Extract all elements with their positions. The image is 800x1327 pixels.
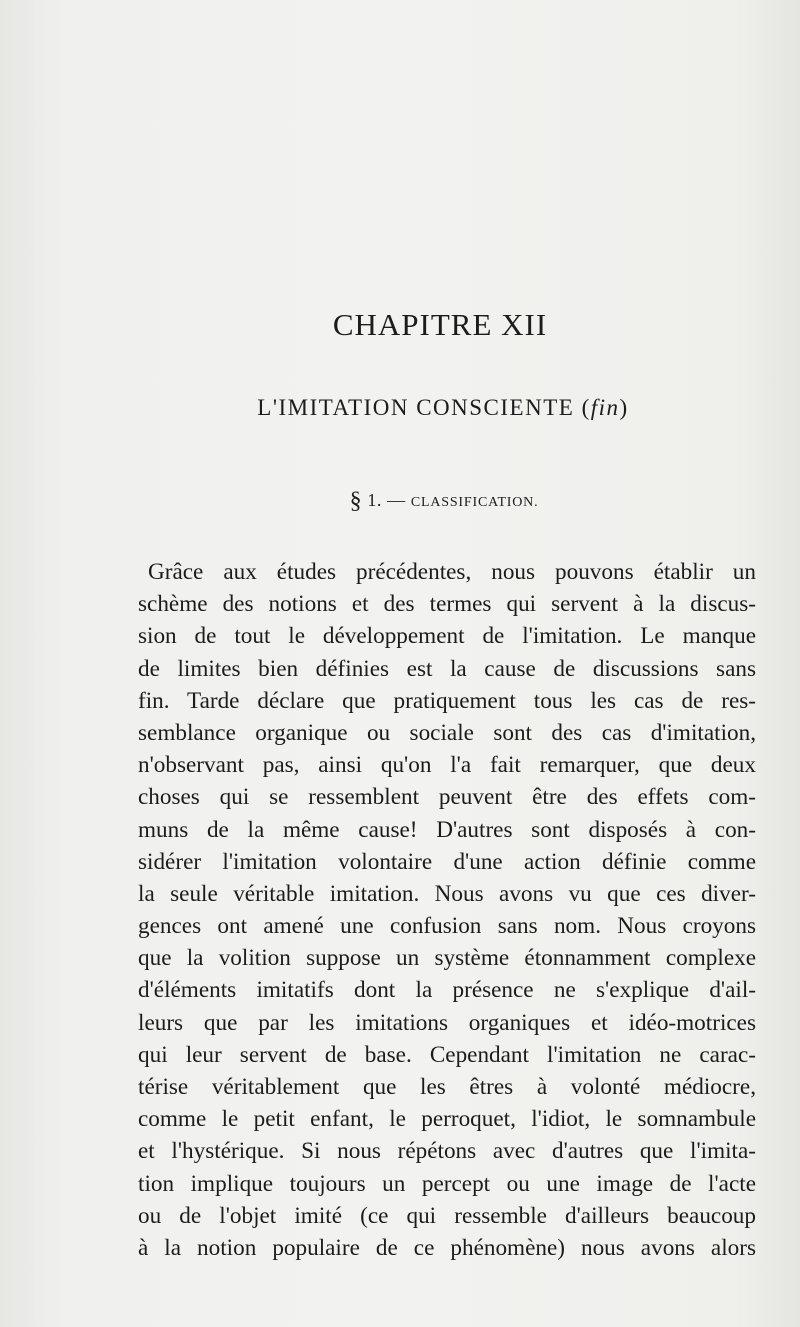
section-dash: — (387, 490, 406, 510)
chapter-subtitle-fin: fin (590, 395, 620, 420)
text-line: choses qui se ressemblent peuvent être des effets com- (138, 784, 756, 811)
text-line: leurs que par les imitations organiques et idéo-motrices (138, 1009, 756, 1036)
text-line: semblance organique ou sociale sont des cas d'imitation, (138, 719, 756, 746)
text-line: que la volition suppose un système étonnamment complexe (138, 945, 756, 972)
section-number: 1. (367, 490, 383, 510)
text-line: n'observant pas, ainsi qu'on l'a fait remarquer, que deux (138, 752, 756, 779)
chapter-subtitle-paren-close: ) (619, 395, 629, 420)
chapter-subtitle-paren-open: ( (581, 395, 591, 420)
text-line: sidérer l'imitation volontaire d'une action définie comme (138, 848, 756, 875)
chapter-subtitle (0, 395, 800, 421)
text-line: gences ont amené une confusion sans nom. Nous croyons (138, 913, 756, 940)
text-line: ou de l'objet imité (ce qui ressemble d'ailleurs beaucoup (138, 1202, 756, 1229)
body-paragraph (138, 556, 756, 1264)
text-line: d'éléments imitatifs dont la présence ne s'explique d'ail- (138, 977, 756, 1004)
chapter-title: CHAPITRE XII (332, 307, 548, 342)
chapter-subtitle-main: L'IMITATION CONSCIENTE (257, 395, 575, 420)
text-line: tion implique toujours un percept ou une image de l'acte (138, 1170, 756, 1197)
text-line: qui leur servent de base. Cependant l'imitation ne carac- (138, 1041, 756, 1068)
text-line: térise véritablement que les êtres à volonté médiocre, (138, 1074, 756, 1100)
section-title: CLASSIFICATION. (410, 495, 539, 510)
text-line: à la notion populaire de ce phénomène) nous avons alors (138, 1234, 756, 1261)
text-line: et l'hystérique. Si nous répétons avec d'autres que l'imita- (138, 1138, 756, 1165)
section-heading (0, 488, 800, 515)
text-line: muns de la même cause! D'autres sont disposés à con- (138, 816, 756, 843)
text-line: de limites bien définies est la cause de discussions sans (138, 655, 756, 682)
text-line: schème des notions et des termes qui servent à la discus- (138, 591, 756, 618)
text-line: fin. Tarde déclare que pratiquement tous les cas de res- (138, 687, 756, 714)
text-line: sion de tout le développement de l'imitation. Le manque (138, 623, 756, 650)
text-line: Grâce aux études précédentes, nous pouvons établir un (148, 559, 756, 585)
text-line: comme le petit enfant, le perroquet, l'idiot, le somnambule (138, 1106, 756, 1133)
section-mark: § (349, 488, 363, 514)
text-line: la seule véritable imitation. Nous avons vu que ces diver- (138, 880, 756, 907)
